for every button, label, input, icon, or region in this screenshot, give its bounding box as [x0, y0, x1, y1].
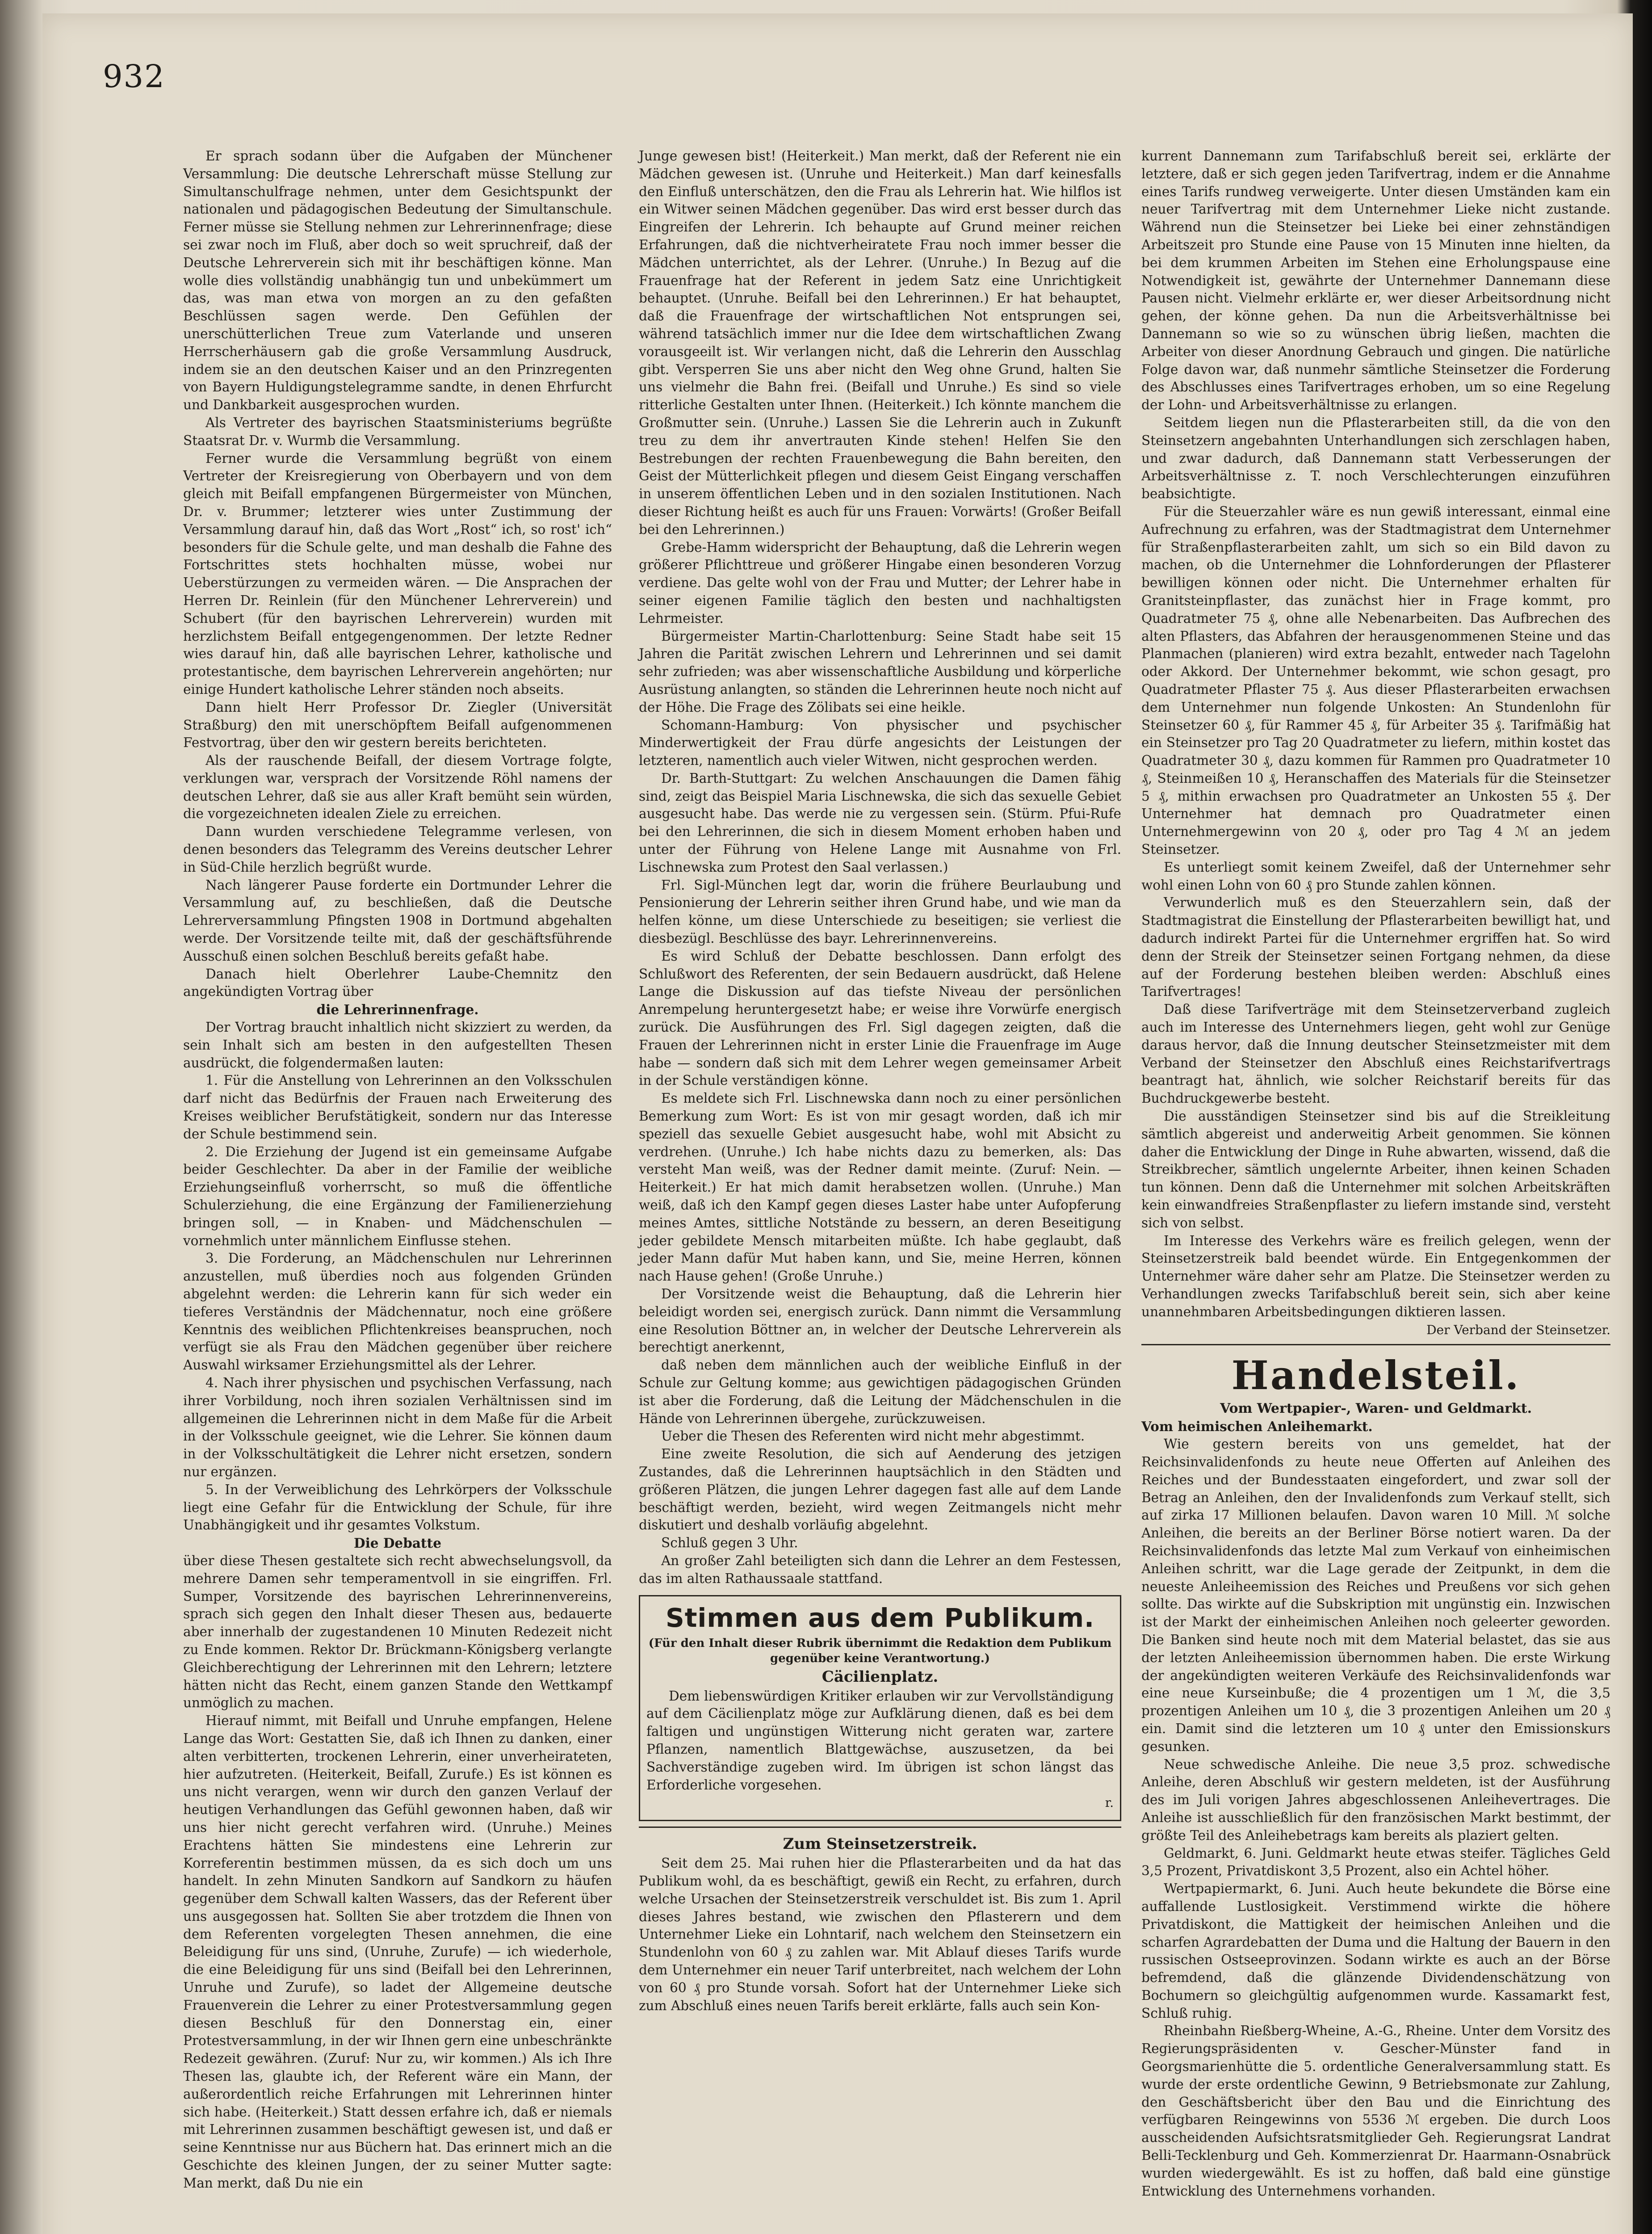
thesis-item: 3. Die Forderung, an Mädchenschulen nur Lehrerinnen anzustellen, muß überdies noch aus folgenden Gründen abgelehnt werden: die Lehrerin kann für sich weder ein tieferes Verständnis der Mädchennatur, noch eine größere Kenntnis des weiblichen Pflichtenkreises beanspruchen, noch verfügt sie als Frau den Mädchen gegenüber über reichere Auswahl wirksamer Erziehungsmittel als der Lehrer.	[183, 1251, 612, 1373]
thesis-item: 2. Die Erziehung der Jugend ist ein gemeinsame Aufgabe beider Geschlechter. Da aber in der Familie der weibliche Erziehungseinfluß vorherrscht, so muß die öffentliche Schulerziehung, die eine Ergänzung der Familienerziehung bringen soll, — in Knaben- und Mädchenschulen — vornehmlich unter männlichem Einflusse stehen.	[183, 1144, 612, 1248]
column-1	[183, 147, 612, 2192]
paragraph: Für die Steuerzahler wäre es nun gewiß interessant, einmal eine Aufrechnung zu erfahren, was der Stadtmagistrat dem Unternehmer für Straßenpflasterarbeiten zahlt, um sich so ein Bild davon zu machen, ob die Unternehmer die Lohnforderungen der Pflasterer bewilligen können oder nicht. Die Unternehmer erhalten für Granitsteinpflaster, das zunächst hier in Frage kommt, pro Quadratmeter 75 ₰, ohne alle Nebenarbeiten. Das Aufbrechen des alten Pflasters, das Abfahren der herausgenommenen Steine und das Planmachen (planieren) wird extra bezahlt, entweder nach Tagelohn oder Akkord. Der Unternehmer bekommt, wie schon gesagt, pro Quadratmeter Pflaster 75 ₰. Aus dieser Pflasterarbeiten erwachsen dem Unternehmer nun folgende Unkosten: An Stundenlohn für Steinsetzer 60 ₰, für Rammer 45 ₰, für Arbeiter 35 ₰. Tarifmäßig hat ein Steinsetzer pro Tag 20 Quadratmeter zu liefern, mithin kostet das Quadratmeter 30 ₰, dazu kommen für Rammen pro Quadratmeter 10 ₰, Steinmeißen 10 ₰, Heranschaffen des Materials für die Steinsetzer 5 ₰, mithin erwachsen pro Quadratmeter an Unkosten 55 ₰. Der Unternehmer hat demnach pro Quadratmeter einen Unternehmergewinn von 20 ₰, oder pro Tag 4 ℳ an jedem Steinsetzer.	[1141, 504, 1610, 857]
section-heading: Die Debatte	[354, 1535, 441, 1551]
paragraph: über diese Thesen gestaltete sich recht abwechselungsvoll, da mehrere Damen sehr temperamentvoll in sie eingriffen. Frl. Sumper, Vorsitzende des bayrischen Lehrerinnenvereins, sprach sich gegen den Inhalt dieser Thesen aus, bedauerte aber innerhalb der zugestandenen 10 Minuten Redezeit nicht zu Ende kommen. Rektor Dr. Brückmann-Königsberg verlangte Gleichberechtigung der Lehrerinnen mit den Lehrern; letztere hätten nicht das Recht, einem ganzen Stande den Wettkampf unmöglich zu machen.	[183, 1553, 612, 1711]
thesis-item: 5. In der Verweiblichung des Lehrkörpers der Volksschule liegt eine Gefahr für die Entwicklung der Schule, für ihre Unabhängigkeit und ihr gesamtes Volkstum.	[183, 1482, 612, 1533]
paragraph: Im Interesse des Verkehrs wäre es freilich gelegen, wenn der Steinsetzerstreik bald beendet würde. Ein Entgegenkommen der Unternehmer wäre daher sehr am Platze. Die Steinsetzer werden zu Verhandlungen zwecks Tarifabschluß bereit sein, sich aber keine unannehmbaren Arbeitsbedingungen diktieren lassen.	[1141, 1233, 1610, 1319]
paragraph: Dr. Barth-Stuttgart: Zu welchen Anschauungen die Damen fähig sind, zeigt das Beispiel Maria Lischnewska, die sich das sexuelle Gebiet ausgesucht habe. Das werde nie zu vergessen sein. (Stürm. Pfui-Rufe bei den Lehrerinnen, die sich in diesem Moment erhoben haben und unter der Führung von Helene Lange mit Ausnahme von Frl. Lischnewska zum Protest den Saal verlassen.)	[639, 770, 1121, 875]
thesis-item: 1. Für die Anstellung von Lehrerinnen an den Volksschulen darf nicht das Bedürfnis der Frauen nach Erweiterung des Kreises weiblicher Berufstätigkeit, sondern nur das Interesse der Schule bestimmend sein.	[183, 1073, 612, 1142]
resolution-text: daß neben dem männlichen auch der weibliche Einfluß in der Schule zur Geltung komme; aus gewichtigen pädagogischen Gründen ist aber die Forderung, daß die Leitung der Mädchenschulen in die Hände von Lehrerinnen übergehe, zurückzuweisen.	[639, 1357, 1121, 1426]
public-voices-title: Stimmen aus dem Publikum.	[665, 1602, 1095, 1633]
column-3	[1141, 147, 1610, 2200]
paragraph: Geldmarkt, 6. Juni. Geldmarkt heute etwas steifer. Tägliches Geld 3,5 Prozent, Privatdiskont 3,5 Prozent, also ein Achtel höher.	[1141, 1845, 1610, 1879]
commerce-subtitle: Vom Wertpapier-, Waren- und Geldmarkt.	[1220, 1401, 1532, 1417]
paragraph: Als der rauschende Beifall, der diesem Vortrage folgte, verklungen war, versprach der Vorsitzende Röhl namens der deutschen Lehrer, daß sie aus aller Kraft bemüht sein würden, die vorgezeichneten idealen Ziele zu erreichen.	[183, 753, 612, 822]
paragraph: Der Vortrag braucht inhaltlich nicht skizziert zu werden, da sein Inhalt sich am besten in den aufgestellten Thesen ausdrückt, die folgendermaßen lauten:	[183, 1020, 612, 1071]
divider	[639, 1827, 1121, 1828]
paragraph: Es wird Schluß der Debatte beschlossen. Dann erfolgt des Schlußwort des Referenten, der sein Bedauern ausdrückt, daß Helene Lange die Diskussion auf das tiefste Niveau der persönlichen Anrempelung heruntergesetzt habe; er weise ihre Vorwürfe energisch zurück. Die Ausführungen des Frl. Sigl dagegen zeigten, daß die Frauen der Lehrerinnen nicht in erster Linie die Frauenfrage im Auge habe — sondern daß sich mit dem Lehrer wegen gemeinsamer Arbeit in der Schule verständigen könne.	[639, 948, 1121, 1088]
paragraph: Schluß gegen 3 Uhr.	[661, 1535, 798, 1551]
thesis-item: 4. Nach ihrer physischen und psychischen Verfassung, nach ihrer Vorbildung, noch ihren sozialen Verhältnissen sind im allgemeinen die Lehrerinnen nicht in dem Maße für die Arbeit in der Volksschule geeignet, wie die Lehrer. Sie können daum in der Volksschultätigkeit die Lehrer nicht ersetzen, sondern nur ergänzen.	[183, 1375, 612, 1479]
section-heading: die Lehrerinnenfrage.	[316, 1002, 479, 1018]
paragraph: Frl. Sigl-München legt dar, worin die frühere Beurlaubung und Pensionierung der Lehrerin seither ihren Grund habe, und wie man da helfen könne, um diese Unterschiede zu beseitigen; sie verliest die diesbezügl. Beschlüsse des bayr. Lehrerinnenvereins.	[639, 877, 1121, 946]
paragraph: Verwunderlich muß es den Steuerzahlern sein, daß der Stadtmagistrat die Einstellung der Pflasterarbeiten bewilligt hat, und dadurch indirekt Partei für die Unternehmer ergriffen hat. So wird denn der Streik der Steinsetzer seinen Fortgang nehmen, da diese auf der Forderung bestehen bleiben werden: Abschluß eines Tarifvertrages!	[1141, 895, 1610, 999]
paragraph: Wertpapiermarkt, 6. Juni. Auch heute bekundete die Börse eine auffallende Lustlosigkeit. Verstimmend wirkte die höhere Privatdiskont, die Mattigkeit der heimischen Anleihen und die scharfen Agrardebatten der Duma und die Haltung der Bauern in den russischen Ostseeprovinzen. Sodann wirkte es auch an der Börse befremdend, daß die glänzende Dividendenschätzung von Bochumern so gleichgültig aufgenommen wurde. Kassamarkt fest, Schluß ruhig.	[1141, 1881, 1610, 2021]
paragraph: Daß diese Tarifverträge mit dem Steinsetzerverband zugleich auch im Interesse des Unternehmers liegen, geht wohl zur Genüge daraus hervor, daß die Innung deutscher Steinsetzmeister mit dem Verband der Steinsetzer den Abschluß eines Reichstarifvertrags beantragt hat, ähnlich, wie solcher Reichstarif bereits für das Buchdruckgewerbe besteht.	[1141, 1002, 1610, 1106]
signature: Der Verband der Steinsetzer.	[1426, 1322, 1610, 1337]
paragraph: Eine zweite Resolution, die sich auf Aenderung des jetzigen Zustandes, daß die Lehrerinnen hauptsächlich in den Städten und größeren Plätzen, die jungen Lehrer dagegen fast alle auf dem Lande beschäftigt werden, bezieht, wird wegen Zeitmangels nicht mehr diskutiert und deshalb vorläufig abgelehnt.	[639, 1446, 1121, 1533]
paragraph: Grebe-Hamm widerspricht der Behauptung, daß die Lehrerin wegen größerer Pflichttreue und größerer Hingabe einen besonderen Vorzug verdiene. Das gelte wohl von der Frau und Mutter; der Lehrer habe in seiner eigenen Familie täglich den besten und nachhaltigsten Lehrmeister.	[639, 539, 1121, 626]
paragraph: Der Vorsitzende weist die Behauptung, daß die Lehrerin hier beleidigt worden sei, energisch zurück. Dann nimmt die Versammlung eine Resolution Böttner an, in welcher der Deutsche Lehrerverein als berechtigt anerkennt,	[639, 1286, 1121, 1355]
paragraph: Seitdem liegen nun die Pflasterarbeiten still, da die von den Steinsetzern angebahnten Unterhandlungen sich zerschlagen haben, und zwar dadurch, daß Dannemann statt Verbesserungen der Arbeitsverhältnisse z. T. noch Verschlechterungen einzuführen beabsichtigte.	[1141, 415, 1610, 502]
paragraph: Wie gestern bereits von uns gemeldet, hat der Reichsinvalidenfonds zu heute neue Offerten auf Anleihen des Reiches und der Bundesstaaten eingefordert, und zwar soll der Betrag an Anleihen, den der Invalidenfonds zum Verkauf stellt, sich auf zirka 17 Millionen belaufen. Davon waren 10 Mill. ℳ solche Anleihen, die bereits an der Berliner Börse notiert waren. Da der Reichsinvalidenfonds das letzte Mal zum Verkauf von einheimischen Anleihen schritt, war die Lage gerade der Zeitpunkt, in dem die neueste Anleiheemission des Reiches und Preußens vor sich gehen sollte. Das wirkte auf die Subskription mit ungünstig ein. Inzwischen ist der Markt der einheimischen Anleihen noch geleerter geworden. Die Banken sind heute noch mit dem Material belastet, das sie aus der letzten Anleiheemission übernommen haben. Die erste Wirkung der angekündigten weiteren Verkäufe des Reichsinvalidenfonds war eine neue Kurseinbuße; die 4 prozentigen um 1 ℳ, die 3,5 prozentigen Anleihen um 10 ₰, die 3 prozentigen Anleihen um 20 ₰ ein. Damit sind die letzteren um 10 ₰ unter den Emissionskurs gesunken.	[1141, 1436, 1610, 1754]
paragraph: Ueber die Thesen des Referenten wird nicht mehr abgestimmt.	[661, 1428, 1085, 1444]
paragraph: Bürgermeister Martin-Charlottenburg: Seine Stadt habe seit 15 Jahren die Parität zwischen Lehrern und Lehrerinnen und sei damit sehr zufrieden; was aber wissenschaftliche Ausbildung und körperliche Ausrüstung anlangten, so ständen die Lehrerinnen heute noch nicht auf der Höhe. Die Frage des Zölibats sei eine heikle.	[639, 628, 1121, 715]
column-2	[639, 147, 1121, 2015]
paragraph: Nach längerer Pause forderte ein Dortmunder Lehrer die Versammlung auf, zu beschließen, daß die Deutsche Lehrerversammlung Pfingsten 1908 in Dortmund abgehalten werde. Der Vorsitzende teilte mit, daß der geschäftsführende Ausschuß einen solchen Beschluß bereits gefaßt habe.	[183, 877, 612, 964]
paragraph: Rheinbahn Rießberg-Wheine, A.-G., Rheine. Unter dem Vorsitz des Regierungspräsidenten v. Gescher-Münster fand in Georgsmarienhütte die 5. ordentliche Generalversammlung statt. Es wurde der erste ordentliche Gewinn, 9 Betriebsmonate zur Zahlung, den Geschäftsbericht über den Bau und die Einrichtung des verfügbaren Reingewinns von 5536 ℳ ergeben. Die durch Loos ausscheidenden Aufsichtsratsmitglieder Geh. Regierungsrat Landrat Belli-Tecklenburg und Geh. Kommerzienrat Dr. Haarmann-Osnabrück wurden wiedergewählt. Es ist zu hoffen, daß bald eine günstige Entwicklung des Unternehmens vorhanden.	[1141, 2023, 1610, 2199]
paragraph: Er sprach sodann über die Aufgaben der Münchener Versammlung: Die deutsche Lehrerschaft müsse Stellung zur Simultanschulfrage nehmen, unter dem Gesichtspunkt der nationalen und pädagogischen Bedeutung der Simultanschule. Ferner müsse sie Stellung nehmen zur Lehrerinnenfrage; diese sei zwar noch im Fluß, aber doch so weit spruchreif, daß der Deutsche Lehrerverein sich mit ihr beschäftigen könne. Man wolle dies vollständig unabhängig tun und unbekümmert um das, was man etwa von morgen an zu den gefaßten Beschlüssen sagen werde. Den Gefühlen der unerschütterlichen Treue zum Vaterlande und unseren Herrscherhäusern gab die große Versammlung Ausdruck, indem sie an den deutschen Kaiser und an den Prinzregenten von Bayern Huldigungstelegramme sandte, in denen Ehrfurcht und Dankbarkeit ausgesprochen wurden.	[183, 148, 612, 413]
paragraph: Danach hielt Oberlehrer Laube-Chemnitz den angekündigten Vortrag über	[183, 966, 612, 999]
paragraph: Als Vertreter des bayrischen Staatsministeriums begrüßte Staatsrat Dr. v. Wurmb die Versammlung.	[183, 415, 612, 448]
page-number: 932	[103, 58, 165, 95]
section-heading: Cäcilienplatz.	[822, 1667, 939, 1686]
paragraph: Junge gewesen bist! (Heiterkeit.) Man merkt, daß der Referent nie ein Mädchen gewesen ist. (Unruhe und Heiterkeit.) Man darf keinesfalls den Einfluß unterschätzen, den die Frau als Lehrerin hat. Wie hilflos ist ein Witwer seinen Mädchen gegenüber. Das wird erst besser durch das Eingreifen der Lehrerin. Ich behaupte auf Grund meiner reichen Erfahrungen, daß die nichtverheiratete Frau noch immer besser die Mädchen unterrichtet, als der Lehrer. (Unruhe.) In Bezug auf die Frauenfrage hat der Referent in jedem Satz eine Unrichtigkeit behauptet. (Unruhe. Beifall bei den Lehrerinnen.) Er hat behauptet, daß die Frauenfrage der wirtschaftlichen Not entsprungen sei, während tatsächlich immer nur die Idee dem wirtschaftlichen Zwang vorausgeeilt ist. Wir verlangen nicht, daß die Lehrerin den Ausschlag gibt. Versperren Sie uns aber nicht den Weg ohne Grund, halten Sie uns vielmehr die Bahn frei. (Beifall und Unruhe.) Es sind so viele ritterliche Gestalten unter Ihnen. (Heiterkeit.) Ich könnte manchem die Großmutter sein. (Unruhe.) Lassen Sie die Lehrerin auch in Zukunft treu zu dem ihr anvertrauten Kinde stehen! Helfen Sie den Bestrebungen der rechten Frauenbewegung die Bahn bereiten, den Geist der Mütterlichkeit pflegen und diesem Geist Eingang verschaffen in unserem öffentlichen Leben und in den sozialen Institutionen. Nach dieser Richtung heißt es auch für uns Frauen: Vorwärts! (Großer Beifall bei den Lehrerinnen.)	[639, 148, 1121, 537]
signature: r.	[1105, 1795, 1114, 1810]
paragraph: Dann hielt Herr Professor Dr. Ziegler (Universität Straßburg) den mit unerschöpftem Beifall aufgenommenen Festvortrag, über den wir gestern bereits berichteten.	[183, 699, 612, 751]
public-voices-disclaimer: (Für den Inhalt dieser Rubrik übernimmt die Redaktion dem Publikum gegenüber keine Verantwortung.)	[648, 1636, 1112, 1665]
section-heading: Zum Steinsetzerstreik.	[783, 1835, 977, 1853]
divider	[1141, 1344, 1610, 1345]
paragraph: An großer Zahl beteiligten sich dann die Lehrer an dem Festessen, das im alten Rathaussaale stattfand.	[639, 1553, 1121, 1586]
paragraph: Hierauf nimmt, mit Beifall und Unruhe empfangen, Helene Lange das Wort: Gestatten Sie, daß ich Ihnen zu danken, einer alten verbitterten, trockenen Lehrerin, einer unverheirateten, hier aufzutreten. (Heiterkeit, Beifall, Zurufe.) Es ist können es uns nicht verargen, wenn wir durch den ganzen Verlauf der heutigen Verhandlungen das Gefühl gewonnen haben, daß wir uns hier nicht gerecht verfahren wird. (Unruhe.) Meines Erachtens hätten Sie mindestens eine Lehrerin zur Korreferentin bestimmen müssen, da es sich doch um uns handelt. In zehn Minuten Sandkorn auf Sandkorn zu häufen gegenüber dem Schwall kalten Wassers, das der Referent über uns ausgegossen hat. Sollten Sie aber trotzdem die Ihnen von dem Referenten vorgelegten Thesen annehmen, die eine Beleidigung für uns sind, (Unruhe, Zurufe) — ich wiederhole, die eine Beleidigung für uns sind (Beifall bei den Lehrerinnen, Unruhe und Zurufe), so ladet der Allgemeine deutsche Frauenverein die Lehrer zu einer Protestversammlung gegen diesen Beschluß für den Donnerstag ein, einer Protestversammlung, in der wir Ihnen gern eine unbeschränkte Redezeit gewähren. (Zuruf: Nur zu, wir kommen.) Als ich Ihre Thesen las, glaubte ich, der Referent wäre ein Mann, der außerordentlich reiche Erfahrungen mit Lehrerinnen hinter sich habe. (Heiterkeit.) Statt dessen erfahre ich, daß er niemals mit Lehrerinnen zusammen beschäftigt gewesen ist, und daß er seine Kenntnisse nur aus Büchern hat. Das erinnert mich an die Geschichte des kleinen Jungen, der zu seiner Mutter sagte: Man merkt, daß Du nie ein	[183, 1713, 612, 2191]
subsection-heading: Vom heimischen Anleihemarkt.	[1141, 1419, 1373, 1435]
commerce-section-title: Handelsteil.	[1231, 1352, 1521, 1399]
paragraph: Dem liebenswürdigen Kritiker erlauben wir zur Vervollständigung auf dem Cäcilienplatz möge zur Aufklärung dienen, daß es bei dem faltigen und ungünstigen Witterung nicht geraten war, zartere Pflanzen, namentlich Blattgewächse, auszusetzen, da bei Sachverständige zugeben wird. Im übrigen ist schon längst das Erforderliche vorgesehen.	[646, 1688, 1114, 1793]
paragraph: Die ausständigen Steinsetzer sind bis auf die Streikleitung sämtlich abgereist und anderweitig Arbeit genommen. Sie können daher die Entwicklung der Dinge in Ruhe abwarten, wissend, daß die Streikbrecher, sämtlich ungelernte Arbeiter, ihnen keinen Schaden tun können. Denn daß die Unternehmer mit solchen Arbeitskräften kein einwandfreies Straßenpflaster zu liefern imstande sind, versteht sich von selbst.	[1141, 1109, 1610, 1230]
paragraph: Es meldete sich Frl. Lischnewska dann noch zu einer persönlichen Bemerkung zum Wort: Es ist von mir gesagt worden, daß ich mir speziell das sexuelle Gebiet ausgesucht habe, wohl mit Absicht zu verdrehen. (Unruhe.) Ich habe nichts dazu zu bemerken, als: Das versteht Man weiß, was der Redner damit meinte. (Zuruf: Nein. — Heiterkeit.) Er hat mich damit herabsetzen wollen. (Unruhe.) Man weiß, daß ich den Kampf gegen dieses Laster habe unter Aufopferung meines Amtes, sittliche Notstände zu bessern, an deren Beseitigung jeder gebildete Mensch mitarbeiten müßte. Ich habe geglaubt, daß jeder Mann dafür Mut haben kann, und Sie, meine Herren, können nach Hause gehen! (Große Unruhe.)	[639, 1091, 1121, 1284]
paragraph: Es unterliegt somit keinem Zweifel, daß der Unternehmer sehr wohl einen Lohn von 60 ₰ pro Stunde zahlen können.	[1141, 859, 1610, 893]
paragraph: Seit dem 25. Mai ruhen hier die Pflasterarbeiten und da hat das Publikum wohl, da es beschäftigt, gewiß ein Recht, zu erfahren, durch welche Ursachen der Steinsetzerstreik verschuldet ist. Bis zum 1. April dieses Jahres bestand, wie zwischen den Pflasterern und dem Unternehmer Lieke ein Lohntarif, nach welchem den Steinsetzern ein Stundenlohn von 60 ₰ zu zahlen war. Mit Ablauf dieses Tarifs wurde dem Unternehmer ein neuer Tarif unterbreitet, nach welchem der Lohn von 60 ₰ pro Stunde vorsah. Sofort hat der Unternehmer Lieke sich zum Abschluß eines neuen Tarifs bereit erklärte, falls auch sein Kon-	[639, 1856, 1121, 2013]
paragraph: Ferner wurde die Versammlung begrüßt von einem Vertreter der Kreisregierung von Oberbayern und von dem gleich mit Beifall empfangenen Bürgermeister von München, Dr. v. Brummer; letzterer wies unter Zustimmung der Versammlung darauf hin, daß das Wort „Rost“ ich, so rost' ich“ besonders für die Schule gelte, und man deshalb die Fahne des Fortschrittes stets hochhalten müsse, wobei nur Ueberstürzungen zu vermeiden wären. — Die Ansprachen der Herren Dr. Reinlein (für den Münchener Lehrerverein) und Schubert (für den bayrischen Lehrerverein) wurden mit herzlichstem Beifall entgegengenommen. Der letzte Redner wies darauf hin, daß alle bayrischen Lehrer, katholische und protestantische, dem bayrischen Lehrerverein angehörten; nur einige Hundert katholische Lehrer ständen noch abseits.	[183, 450, 612, 697]
public-voices-box	[639, 1595, 1121, 1822]
paragraph: Schomann-Hamburg: Von physischer und psychischer Minderwertigkeit der Frau dürfe angesichts der Leistungen der letzteren, namentlich auch vieler Witwen, nicht gesprochen werden.	[639, 717, 1121, 768]
paragraph: kurrent Dannemann zum Tarifabschluß bereit sei, erklärte der letztere, daß er sich gegen jeden Tarifvertrag, indem er die Annahme eines Tarifs rundweg verweigerte. Unter diesen Umständen kam ein neuer Tarifvertrag mit dem Unternehmer Lieke nicht zustande. Während nun die Steinsetzer bei Lieke bei einer zehnständigen Arbeitszeit pro Stunde eine Pause von 15 Minuten inne hielten, da bei dem krummen Arbeiten im Stehen eine Erholungspause eine Notwendigkeit ist, gewährte der Unternehmer Dannemann diese Pausen nicht. Vielmehr erklärte er, wer dieser Arbeitsordnung nicht gehen, der könne gehen. Da nun die Arbeitsverhältnisse bei Dannemann so wie so zu wünschen übrig ließen, machten die Arbeiter von dieser Anordnung Gebrauch und gingen. Die natürliche Folge davon war, daß nunmehr sämtliche Steinsetzer die Forderung des Abschlusses eines Tarifvertrages erhoben, um so eine Regelung der Lohn- und Arbeitsverhältnisse zu erlangen.	[1141, 148, 1610, 413]
paragraph: Neue schwedische Anleihe. Die neue 3,5 proz. schwedische Anleihe, deren Abschluß wir gestern meldeten, ist der Ausführung des im Juli vorigen Jahres abgeschlossenen Anleihevertrages. Die Anleihe ist ausschließlich für den französischen Markt bestimmt, der größte Teil des Anleihebetrags kam bereits als plaziert gelten.	[1141, 1756, 1610, 1843]
paragraph: Dann wurden verschiedene Telegramme verlesen, von denen besonders das Telegramm des Vereins deutscher Lehrer in Süd-Chile herzlich begrüßt wurde.	[183, 824, 612, 875]
